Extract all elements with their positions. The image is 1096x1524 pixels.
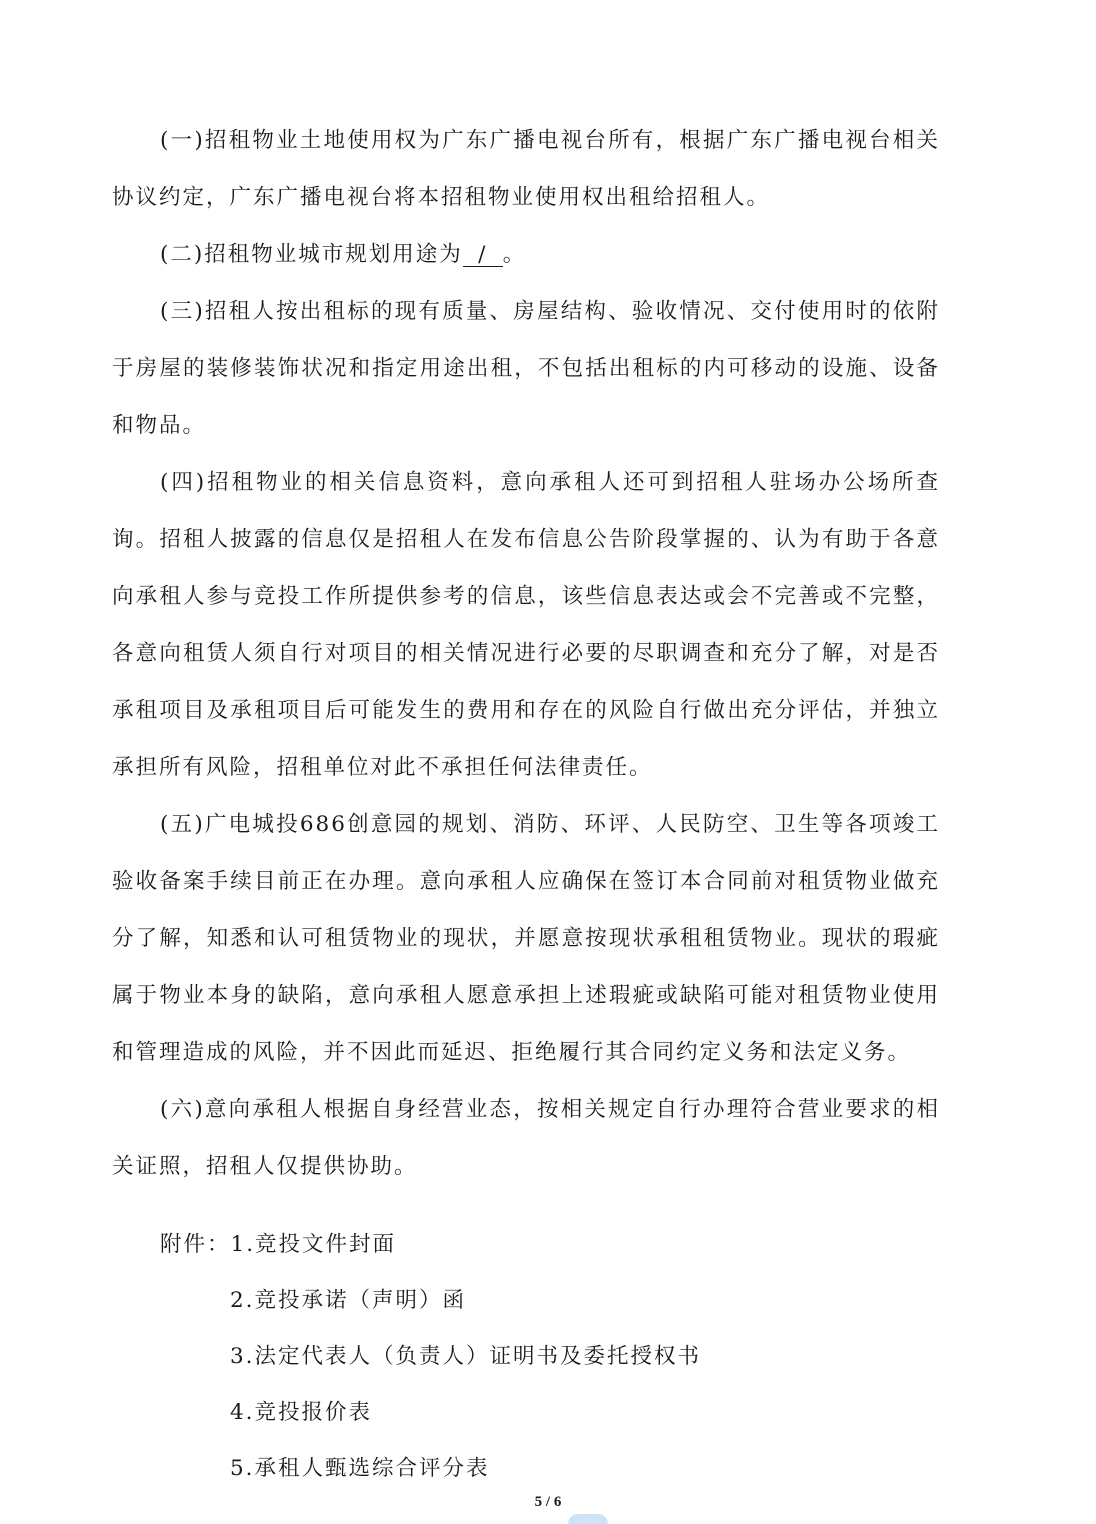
attachment-item: 1.竞投文件封面: [230, 1232, 397, 1257]
paragraph-2: [112, 226, 940, 283]
attachment-row: [160, 1217, 701, 1273]
planning-use-blank: /: [463, 244, 503, 267]
paragraph-1: (一)招租物业土地使用权为广东广播电视台所有，根据广东广播电视台相关协议约定，广东广播电视台将本招租物业使用权出租给招租人。: [112, 128, 940, 210]
paragraph-4: (四)招租物业的相关信息资料，意向承租人还可到招租人驻场办公场所查询。招租人披露的信息仅是招租人在发布信息公告阶段掌握的、认为有助于各意向承租人参与竞投工作所提供参考的信息，该些信息表达或会不完善或不完整，各意向租赁人须自行对项目的相关情况进行必要的尽职调查和充分了解，对是否承租项目及承租项目后可能发生的费用和存在的风险自行做出充分评估，并独立承担所有风险，招租单位对此不承担任何法律责任。: [112, 470, 940, 780]
paragraph-3: (三)招租人按出租标的现有质量、房屋结构、验收情况、交付使用时的依附于房屋的装修装饰状况和指定用途出租，不包括出租标的内可移动的设施、设备和物品。: [112, 299, 940, 438]
scroll-indicator: [568, 1514, 608, 1524]
attachment-item: 5.承租人甄选综合评分表: [230, 1456, 490, 1481]
attachment-item: 3.法定代表人（负责人）证明书及委托授权书: [230, 1344, 702, 1369]
paragraph-2-text: (二)招租物业城市规划用途为: [160, 242, 463, 267]
paragraph-5: (五)广电城投686创意园的规划、消防、环评、人民防空、卫生等各项竣工验收备案手续目前正在办理。意向承租人应确保在签订本合同前对租赁物业做充分了解，知悉和认可租赁物业的现状，并愿意按现状承租租赁物业。现状的瑕疵属于物业本身的缺陷，意向承租人愿意承担上述瑕疵或缺陷可能对租赁物业使用和管理造成的风险，并不因此而延迟、拒绝履行其合同约定义务和法定义务。: [112, 812, 940, 1065]
paragraph-6: (六)意向承租人根据自身经营业态，按相关规定自行办理符合营业要求的相关证照，招租人仅提供协助。: [112, 1097, 940, 1179]
page-number: 5 / 6: [534, 1494, 562, 1510]
paragraph-2-end: 。: [502, 242, 527, 267]
attachments-heading: 附件：: [160, 1232, 231, 1257]
attachment-item: 2.竞投承诺（声明）函: [230, 1288, 467, 1313]
attachments-list: [160, 1217, 701, 1497]
attachment-item: 4.竞投报价表: [230, 1400, 373, 1425]
document-body: [112, 112, 940, 1195]
